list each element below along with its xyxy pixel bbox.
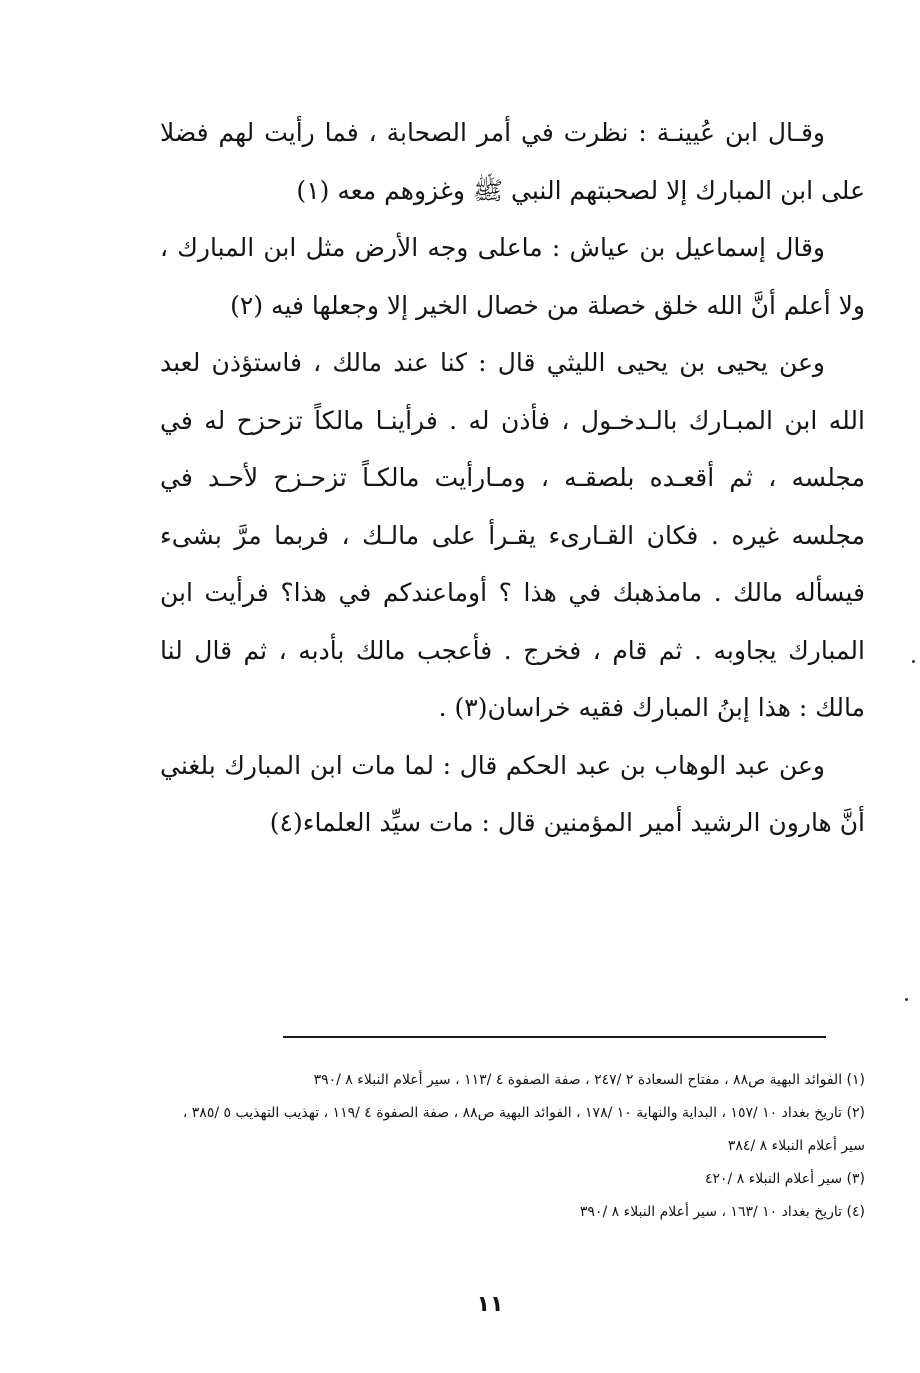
footnote-2: (٢) تاريخ بغداد ١٠ /١٥٧ ، البداية والنهاية ١٠ /١٧٨ ، الفوائد البهية ص٨٨ ، صفة الصفوة ٤ /١١٩ ، تهذيب التهذيب ٥ /٣٨٥ ، سير أعلام النبلاء ٨ /٣٨٤ <box>182 1105 865 1154</box>
paragraph-3: وعن يحيى بن يحيى الليثي قال : كنا عند مالك ، فاستؤذن لعبد الله ابن المبـارك بالـدخـول ، فأذن له . فرأينـا مالكاً تزحزح له في مجلسه ، ثم أقعـده بلصقـه ، ومـارأيت مالكـاً تزحـزح لأحـد في مجلسه غيره . فكان القـارىء يقـرأ على مالـك ، فربما مرَّ بشىء فيسأله مالك . مامذهبك في هذا ؟ أوماعندكم في هذا؟ فرأيت ابن المبارك يجاوبه . ثم قام ، فخرج . فأعجب مالك بأدبه ، ثم قال لنا مالك : هذا إبنُ المبارك فقيه خراسان(٣) . <box>160 348 865 722</box>
footnotes <box>160 1064 865 1229</box>
scan-speck <box>912 660 915 663</box>
page-number: ١١ <box>476 1292 504 1317</box>
paragraph-4: وعن عبد الوهاب بن عبد الحكم قال : لما مات ابن المبارك بلغني أنَّ هارون الرشيد أمير المؤمنين قال : مات سيِّد العلماء(٤) <box>160 750 865 837</box>
footnote-4: (٤) تاريخ بغداد ١٠ /١٦٣ ، سير أعلام النبلاء ٨ /٣٩٠ <box>579 1204 865 1220</box>
paragraph-2: وقال إسماعيل بن عياش : ماعلى وجه الأرض مثل ابن المبارك ، ولا أعلم أنَّ الله خلق خصلة من خصال الخير إلا وجعلها فيه (٢) <box>160 233 865 320</box>
footnote-divider <box>283 1036 826 1038</box>
footnote-1: (١) الفوائد البهية ص٨٨ ، مفتاح السعادة ٢ /٢٤٧ ، صفة الصفوة ٤ /١١٣ ، سير أعلام النبلاء ٨ /٣٩٠ <box>313 1072 865 1088</box>
footnote-3: (٣) سير أعلام النبلاء ٨ /٤٢٠ <box>704 1171 865 1187</box>
main-text <box>160 104 865 852</box>
paragraph-1: وقـال ابن عُيينـة : نظرت في أمر الصحابة ، فما رأيت لهم فضلا على ابن المبارك إلا لصحبتهم النبي ﷺ وغزوهم معه (١) <box>160 118 865 205</box>
scan-speck <box>905 998 908 1001</box>
